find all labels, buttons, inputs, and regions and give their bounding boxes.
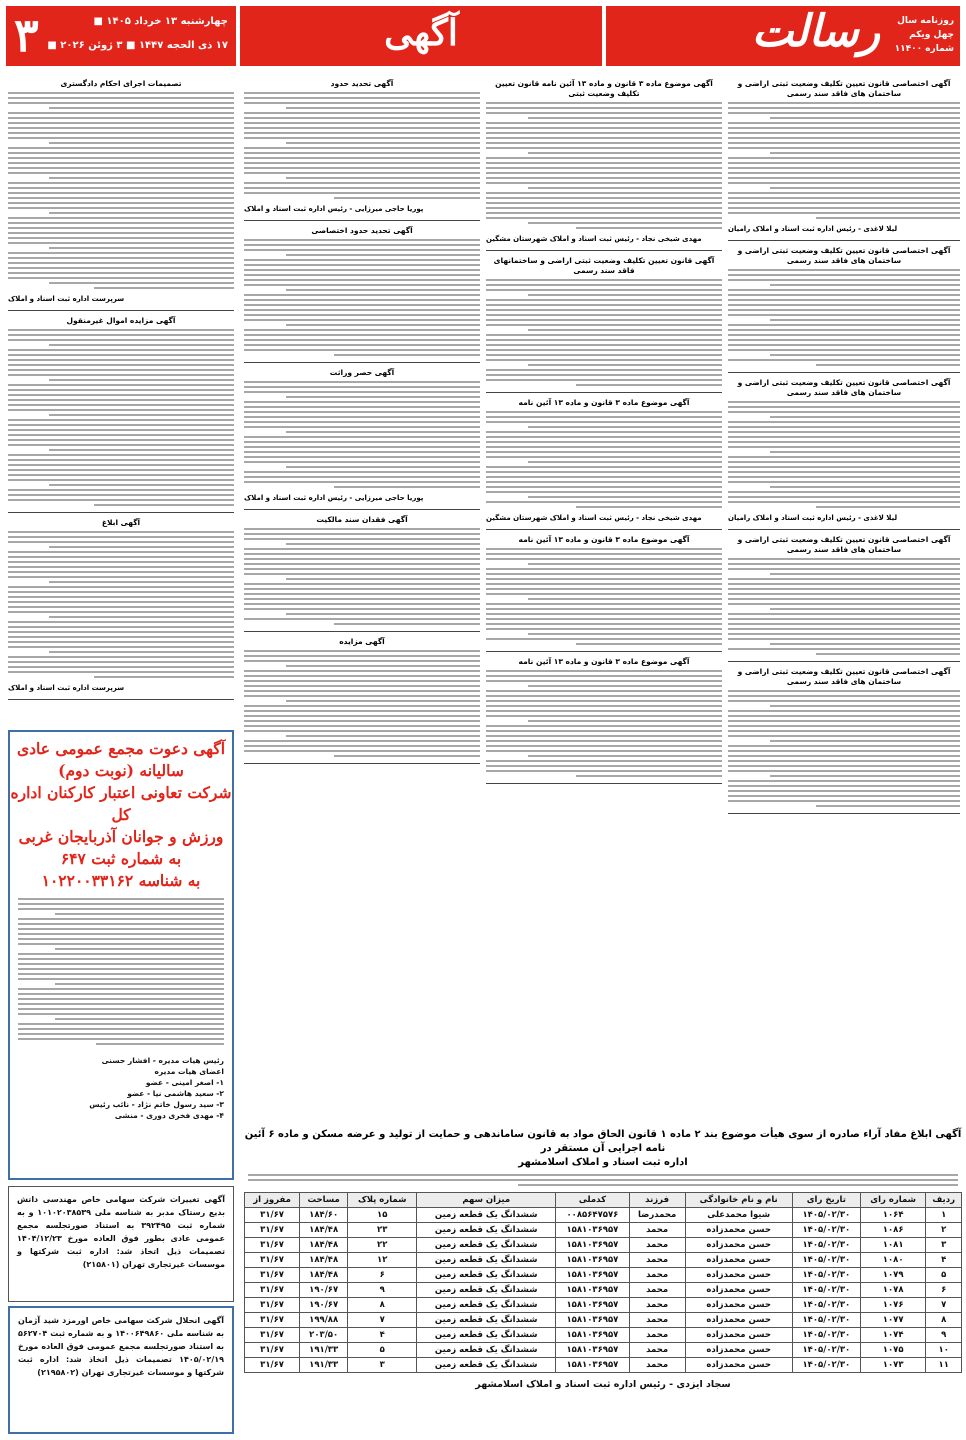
ad-signature: لیلا لاغذی - رئیس اداره ثبت اسناد و املاک رامیان — [728, 514, 898, 522]
table-cell: ششدانگ یک قطعه زمین — [417, 1208, 556, 1223]
table-row — [245, 1328, 962, 1343]
body-text-lines — [244, 528, 480, 625]
table-cell: حسن محمدزاده — [685, 1223, 792, 1238]
ad-title: آگهی ابلاغ — [101, 518, 141, 527]
table-cell: ۱۵۸۱۰۳۶۹۵۷ — [556, 1298, 629, 1313]
table-cell: ۹ — [926, 1328, 962, 1343]
table-row — [245, 1283, 962, 1298]
ad-divider — [728, 372, 960, 373]
table-cell: ۲۲ — [348, 1238, 417, 1253]
body-text-lines — [486, 548, 722, 645]
ad-title: آگهی حصر وراثت — [329, 368, 395, 377]
table-cell: ۳۱/۶۷ — [245, 1253, 300, 1268]
table-cell: ششدانگ یک قطعه زمین — [417, 1313, 556, 1328]
table-cell: ۱۴۰۵/۰۲/۳۰ — [792, 1358, 860, 1373]
table-cell: ۱۵۸۱۰۳۶۹۵۷ — [556, 1283, 629, 1298]
table-cell: ۷ — [348, 1313, 417, 1328]
ad-divider — [486, 783, 722, 784]
table-cell: ۱۰۷۹ — [860, 1268, 926, 1283]
table-row — [245, 1223, 962, 1238]
table-header-cell: مساحت — [300, 1193, 348, 1208]
ad-title: آگهی اختصاصی قانون تعیین تکلیف وضعیت ثبتی اراضی و ساختمان های فاقد سند رسمی — [737, 667, 951, 686]
ad-title: آگهی مزایده اموال غیرمنقول — [66, 316, 176, 325]
table-cell: ۱۹۰/۶۷ — [300, 1283, 348, 1298]
table-cell: محمد — [629, 1268, 685, 1283]
table-cell: ۳ — [348, 1358, 417, 1373]
table-cell: ۱۱ — [926, 1358, 962, 1373]
table-cell: ۱۰۷۴ — [860, 1328, 926, 1343]
table-cell: ۱۰۷۸ — [860, 1283, 926, 1298]
body-text-lines — [486, 411, 722, 508]
body-text-lines — [728, 269, 960, 366]
table-cell: ۱۹۰/۶۷ — [300, 1298, 348, 1313]
ad-title: آگهی تحدید حدود — [330, 79, 394, 88]
ad-signature: مهدی شیخی نجاد - رئیس ثبت اسناد و املاک شهرستان مشگین — [486, 514, 702, 522]
ad-signature: لیلا لاغذی - رئیس اداره ثبت اسناد و املاک رامیان — [728, 225, 898, 233]
table-cell: ۱۵ — [348, 1208, 417, 1223]
ad-divider — [728, 661, 960, 662]
body-text-lines — [8, 92, 234, 289]
table-row — [245, 1343, 962, 1358]
ad-title: آگهی تحدید حدود اختصاصی — [311, 226, 413, 235]
table-header-cell: کدملی — [556, 1193, 629, 1208]
ad-title: آگهی اختصاصی قانون تعیین تکلیف وضعیت ثبتی اراضی و ساختمان های فاقد سند رسمی — [737, 378, 951, 397]
page-number: ۳ — [14, 8, 39, 62]
table-row — [245, 1208, 962, 1223]
table-header-cell: شماره رای — [860, 1193, 926, 1208]
ad-column-4 — [8, 76, 234, 722]
general-assembly-notice — [8, 730, 234, 1180]
table-cell: ۱۴۰۵/۰۲/۳۰ — [792, 1283, 860, 1298]
table-cell: ۱۴۰۵/۰۲/۳۰ — [792, 1238, 860, 1253]
table-cell: ۶ — [348, 1268, 417, 1283]
ad-title: آگهی اختصاصی قانون تعیین تکلیف وضعیت ثبتی اراضی و ساختمان های فاقد سند رسمی — [737, 535, 951, 554]
table-cell: محمد — [629, 1238, 685, 1253]
table-cell: ۱۰۸۰ — [860, 1253, 926, 1268]
table-row — [245, 1298, 962, 1313]
table-cell: ۴ — [926, 1253, 962, 1268]
registry-table — [244, 1192, 962, 1373]
table-cell: ششدانگ یک قطعه زمین — [417, 1253, 556, 1268]
table-cell: حسن محمدزاده — [685, 1253, 792, 1268]
table-cell: ۴ — [348, 1328, 417, 1343]
table-cell: ۳۱/۶۷ — [245, 1208, 300, 1223]
masthead — [606, 6, 960, 66]
registry-table-body — [245, 1208, 962, 1373]
table-notice-signature: سجاد ایزدی - رئیس اداره ثبت اسناد و املاک اسلامشهر — [475, 1379, 731, 1390]
ad-divider — [728, 529, 960, 530]
body-text-lines — [486, 279, 722, 386]
table-cell: ۶ — [926, 1283, 962, 1298]
table-cell: حسن محمدزاده — [685, 1238, 792, 1253]
table-cell: ۱۴۰۵/۰۲/۳۰ — [792, 1208, 860, 1223]
table-cell: ششدانگ یک قطعه زمین — [417, 1343, 556, 1358]
date-persian: چهارشنبه ۱۳ خرداد ۱۴۰۵ ■ — [93, 16, 228, 27]
ad-signature: مهدی شیخی نجاد - رئیس ثبت اسناد و املاک شهرستان مشگین — [486, 235, 702, 243]
section-banner — [240, 6, 602, 66]
table-cell: ۱۴۰۵/۰۲/۳۰ — [792, 1343, 860, 1358]
table-header-cell: مفروز از — [245, 1193, 300, 1208]
table-cell: ۲۰۳/۵۰ — [300, 1328, 348, 1343]
table-cell: ۱۵۸۱۰۳۶۹۵۷ — [556, 1343, 629, 1358]
table-header-cell: شماره پلاک — [348, 1193, 417, 1208]
table-cell: حسن محمدزاده — [685, 1298, 792, 1313]
ad-title: آگهی موضوع ماده ۳ قانون و ماده ۱۳ آئین نامه — [518, 657, 690, 666]
body-text-lines — [248, 1174, 958, 1186]
table-cell: ۱۵۸۱۰۳۶۹۵۷ — [556, 1313, 629, 1328]
table-cell: ۱۲ — [348, 1253, 417, 1268]
table-cell: حسن محمدزاده — [685, 1328, 792, 1343]
table-cell: ۱۸۴/۴۸ — [300, 1223, 348, 1238]
ad-signature: پوریا حاجی میرزایی - رئیس اداره ثبت اسناد و املاک — [244, 205, 424, 213]
table-header-cell: ردیف — [926, 1193, 962, 1208]
table-notice-title: آگهی ابلاغ مفاد آراء صادره از سوی هیأت موضوع بند ۲ ماده ۱ قانون الحاق مواد به قانون ساماندهی و حمایت از تولید و عرضه مسکن و ماده ۶ آئین نامه اجرایی آن مستقر در اداره ثبت اسناد و املاک اسلامشهر — [244, 1129, 962, 1168]
ad-divider — [244, 509, 480, 510]
ad-signature: سرپرست اداره ثبت اسناد و املاک — [8, 684, 125, 692]
table-cell: محمدرضا — [629, 1208, 685, 1223]
company-dissolution-notice: آگهی انحلال شرکت سهامی خاص اورمزد شید آژمان به شناسه ملی ۱۴۰۰۶۴۹۸۶۰ و به شماره ثبت ۵۶۲۷۰۴ به استناد صورتجلسه مجمع عمومی فوق العاده مورخ ۱۴۰۵/۰۲/۱۹ تصمیمات ذیل اتخاذ شد: اداره ثبت شرکتها و موسسات غیرتجاری تهران (۲۱۹۵۸۰۲) — [8, 1306, 234, 1434]
table-cell: ۱۴۰۵/۰۲/۳۰ — [792, 1313, 860, 1328]
board-chair: رئیس هیات مدیره - افشار حسنی — [101, 1056, 224, 1065]
table-cell: ششدانگ یک قطعه زمین — [417, 1358, 556, 1373]
table-cell: حسن محمدزاده — [685, 1313, 792, 1328]
table-header-cell: نام و نام خانوادگی — [685, 1193, 792, 1208]
table-cell: ۳ — [926, 1238, 962, 1253]
table-cell: ۵ — [348, 1343, 417, 1358]
table-header-cell: میزان سهم — [417, 1193, 556, 1208]
ad-divider — [486, 651, 722, 652]
table-cell: حسن محمدزاده — [685, 1268, 792, 1283]
body-text-lines — [244, 92, 480, 199]
table-cell: ۸ — [926, 1313, 962, 1328]
notice-signatures: رئیس هیات مدیره - افشار حسنی اعضای هیات مدیره ۱- اصغر امینی - عضو ۲- سعید هاشمی نیا - عضو ۳- سید رسول خاتم نژاد - نائب رئیس ۴- مهدی فخری دوری - منشی — [10, 1051, 232, 1125]
table-cell: ۱۵۸۱۰۳۶۹۵۷ — [556, 1253, 629, 1268]
table-row — [245, 1358, 962, 1373]
table-cell: ۱۰۸۶ — [860, 1223, 926, 1238]
ad-title: آگهی مزایده — [339, 637, 385, 646]
ad-divider — [244, 220, 480, 221]
ad-divider — [728, 813, 960, 814]
body-text-lines — [244, 650, 480, 757]
table-cell: حسن محمدزاده — [685, 1343, 792, 1358]
table-cell: ۱۰۷۷ — [860, 1313, 926, 1328]
body-text-lines — [8, 531, 234, 678]
table-cell: محمد — [629, 1313, 685, 1328]
table-cell: ۱۴۰۵/۰۲/۳۰ — [792, 1253, 860, 1268]
registry-table-header — [245, 1193, 962, 1208]
table-cell: ۱ — [926, 1208, 962, 1223]
ad-title: آگهی موضوع ماده ۳ قانون و ماده ۱۳ آئین نامه — [518, 535, 690, 544]
table-cell: ۳۱/۶۷ — [245, 1313, 300, 1328]
table-header-cell: تاریخ رای — [792, 1193, 860, 1208]
table-cell: حسن محمدزاده — [685, 1358, 792, 1373]
header-date-block — [6, 6, 236, 66]
notice-title: آگهی دعوت مجمع عمومی عادی سالیانه (نوبت دوم) شرکت تعاونی اعتبار کارکنان اداره کل ورزش و جوانان آذربایجان غربی به شماره ثبت ۶۴۷ به شناسه ۱۰۲۲۰۰۳۳۱۶۲ — [10, 739, 232, 890]
table-row — [245, 1238, 962, 1253]
ad-divider — [8, 699, 234, 700]
ad-signature: پوریا حاجی میرزایی - رئیس اداره ثبت اسناد و املاک — [244, 494, 424, 502]
page-header — [0, 0, 966, 72]
table-cell: ۳۱/۶۷ — [245, 1268, 300, 1283]
body-text-lines — [728, 558, 960, 655]
table-cell: ۸ — [348, 1298, 417, 1313]
date-hijri-gregorian: ۱۷ ذی الحجه ۱۴۴۷ ■ ۳ ژوئن ۲۰۲۶ ■ — [47, 40, 228, 51]
table-cell: ۳۱/۶۷ — [245, 1238, 300, 1253]
body-text-lines — [244, 239, 480, 356]
table-cell: محمد — [629, 1298, 685, 1313]
body-text-lines — [728, 690, 960, 807]
table-cell: ۳۱/۶۷ — [245, 1223, 300, 1238]
land-registry-table-notice — [244, 1128, 962, 1434]
table-cell: ۳۱/۶۷ — [245, 1358, 300, 1373]
table-cell: ۱۴۰۵/۰۲/۳۰ — [792, 1268, 860, 1283]
ad-title: تصمیمات اجرای احکام دادگستری — [60, 79, 182, 88]
issue-year: روزنامه سال چهل ویکم — [897, 16, 954, 40]
body-text-lines — [728, 401, 960, 508]
body-text-lines — [728, 102, 960, 219]
ad-column-3 — [244, 76, 480, 1122]
table-cell: ششدانگ یک قطعه زمین — [417, 1283, 556, 1298]
body-text-lines — [244, 381, 480, 488]
ad-divider — [486, 392, 722, 393]
company-changes-notice: آگهی تغییرات شرکت سهامی خاص مهندسی داتش بدیع رستاک مدبر به شناسه ملی ۱۰۱۰۲۰۳۸۵۳۹ و به شماره ثبت ۳۹۲۴۹۵ به استناد صورتجلسه مجمع عمومی عادی بطور فوق العاده مورخ ۱۴۰۴/۱۲/۲۳ تصمیمات ذیل اتخاذ شد: اداره ثبت شرکتها و موسسات غیرتجاری تهران (۲۱۵۸۰۱) — [8, 1186, 234, 1302]
table-cell: ۱۸۴/۴۸ — [300, 1268, 348, 1283]
table-cell: محمد — [629, 1328, 685, 1343]
table-cell: ۱۰۸۱ — [860, 1238, 926, 1253]
body-text-lines — [486, 670, 722, 777]
newspaper-logo: رسالت — [751, 6, 880, 57]
table-row — [245, 1313, 962, 1328]
ad-divider — [8, 512, 234, 513]
table-cell: ۱۰۷۳ — [860, 1358, 926, 1373]
table-cell: ۱۵۸۱۰۳۶۹۵۷ — [556, 1268, 629, 1283]
body-text-lines — [8, 329, 234, 506]
table-cell: ۱۹۱/۳۳ — [300, 1343, 348, 1358]
table-cell: حسن محمدزاده — [685, 1283, 792, 1298]
section-title: آگهی — [384, 12, 458, 54]
ad-divider — [244, 631, 480, 632]
table-cell: ۰۰۸۵۶۴۷۵۷۶ — [556, 1208, 629, 1223]
table-cell: ۳۱/۶۷ — [245, 1343, 300, 1358]
table-row — [245, 1268, 962, 1283]
table-notice-intro — [248, 1174, 958, 1186]
body-text-lines — [486, 102, 722, 229]
table-cell: ۱۰۶۴ — [860, 1208, 926, 1223]
issue-number: شماره ۱۱۴۰۰ — [894, 44, 954, 54]
table-cell: ۲ — [926, 1223, 962, 1238]
table-cell: ۱۴۰۵/۰۲/۳۰ — [792, 1328, 860, 1343]
table-cell: ۲۳ — [348, 1223, 417, 1238]
ad-title: آگهی فقدان سند مالکیت — [316, 515, 408, 524]
table-cell: ششدانگ یک قطعه زمین — [417, 1238, 556, 1253]
ad-divider — [244, 362, 480, 363]
table-cell: شیوا محمدعلی — [685, 1208, 792, 1223]
table-cell: ۱۰۷۶ — [860, 1298, 926, 1313]
ad-title: آگهی قانون تعیین تکلیف وضعیت ثبتی اراضی و ساختمانهای فاقد سند رسمی — [493, 256, 715, 275]
table-cell: محمد — [629, 1358, 685, 1373]
table-header-cell: فرزند — [629, 1193, 685, 1208]
table-cell: ۱۸۴/۶۰ — [300, 1208, 348, 1223]
ad-title: آگهی اختصاصی قانون تعیین تکلیف وضعیت ثبتی اراضی و ساختمان های فاقد سند رسمی — [737, 246, 951, 265]
table-row — [245, 1253, 962, 1268]
table-cell: ۱۴۰۵/۰۲/۳۰ — [792, 1223, 860, 1238]
table-cell: ۱۵۸۱۰۳۶۹۵۷ — [556, 1328, 629, 1343]
table-cell: محمد — [629, 1283, 685, 1298]
table-cell: ۱۹۱/۳۳ — [300, 1358, 348, 1373]
ad-signature: سرپرست اداره ثبت اسناد و املاک — [8, 295, 125, 303]
table-cell: ۱۸۴/۴۸ — [300, 1238, 348, 1253]
table-cell: ۱۸۴/۴۸ — [300, 1253, 348, 1268]
table-cell: ۱۵۸۱۰۳۶۹۵۷ — [556, 1238, 629, 1253]
table-cell: ۱۵۸۱۰۳۶۹۵۷ — [556, 1223, 629, 1238]
table-cell: ۳۱/۶۷ — [245, 1283, 300, 1298]
ad-title: آگهی اختصاصی قانون تعیین تکلیف وضعیت ثبتی اراضی و ساختمان های فاقد سند رسمی — [737, 79, 951, 98]
table-cell: ششدانگ یک قطعه زمین — [417, 1268, 556, 1283]
table-cell: ۱۴۰۵/۰۲/۳۰ — [792, 1298, 860, 1313]
table-cell: ۷ — [926, 1298, 962, 1313]
table-cell: محمد — [629, 1223, 685, 1238]
table-cell: ششدانگ یک قطعه زمین — [417, 1298, 556, 1313]
table-cell: ۹ — [348, 1283, 417, 1298]
table-cell: ۳۱/۶۷ — [245, 1298, 300, 1313]
ad-divider — [486, 250, 722, 251]
table-cell: ۵ — [926, 1268, 962, 1283]
ad-title: آگهی موضوع ماده ۳ قانون و ماده ۱۳ آئین نامه — [518, 398, 690, 407]
table-cell: ششدانگ یک قطعه زمین — [417, 1223, 556, 1238]
issue-meta — [884, 14, 954, 56]
table-cell: ششدانگ یک قطعه زمین — [417, 1328, 556, 1343]
table-cell: ۱۹۹/۸۸ — [300, 1313, 348, 1328]
ad-divider — [244, 763, 480, 764]
ad-divider — [728, 240, 960, 241]
table-cell: ۱۰۷۵ — [860, 1343, 926, 1358]
table-cell: ۱۵۸۱۰۳۶۹۵۷ — [556, 1358, 629, 1373]
ad-divider — [486, 529, 722, 530]
body-text-lines — [18, 898, 224, 1045]
table-cell: ۱۰ — [926, 1343, 962, 1358]
notice-body-text — [10, 892, 232, 1045]
table-cell: ۳۱/۶۷ — [245, 1328, 300, 1343]
ad-divider — [8, 310, 234, 311]
table-cell: محمد — [629, 1343, 685, 1358]
ad-column-2 — [486, 76, 722, 1122]
ad-title: آگهی موضوع ماده ۳ قانون و ماده ۱۳ آئین نامه قانون تعیین تکلیف وضعیت ثبتی — [495, 79, 713, 98]
table-cell: محمد — [629, 1253, 685, 1268]
ad-column-1 — [728, 76, 960, 1122]
